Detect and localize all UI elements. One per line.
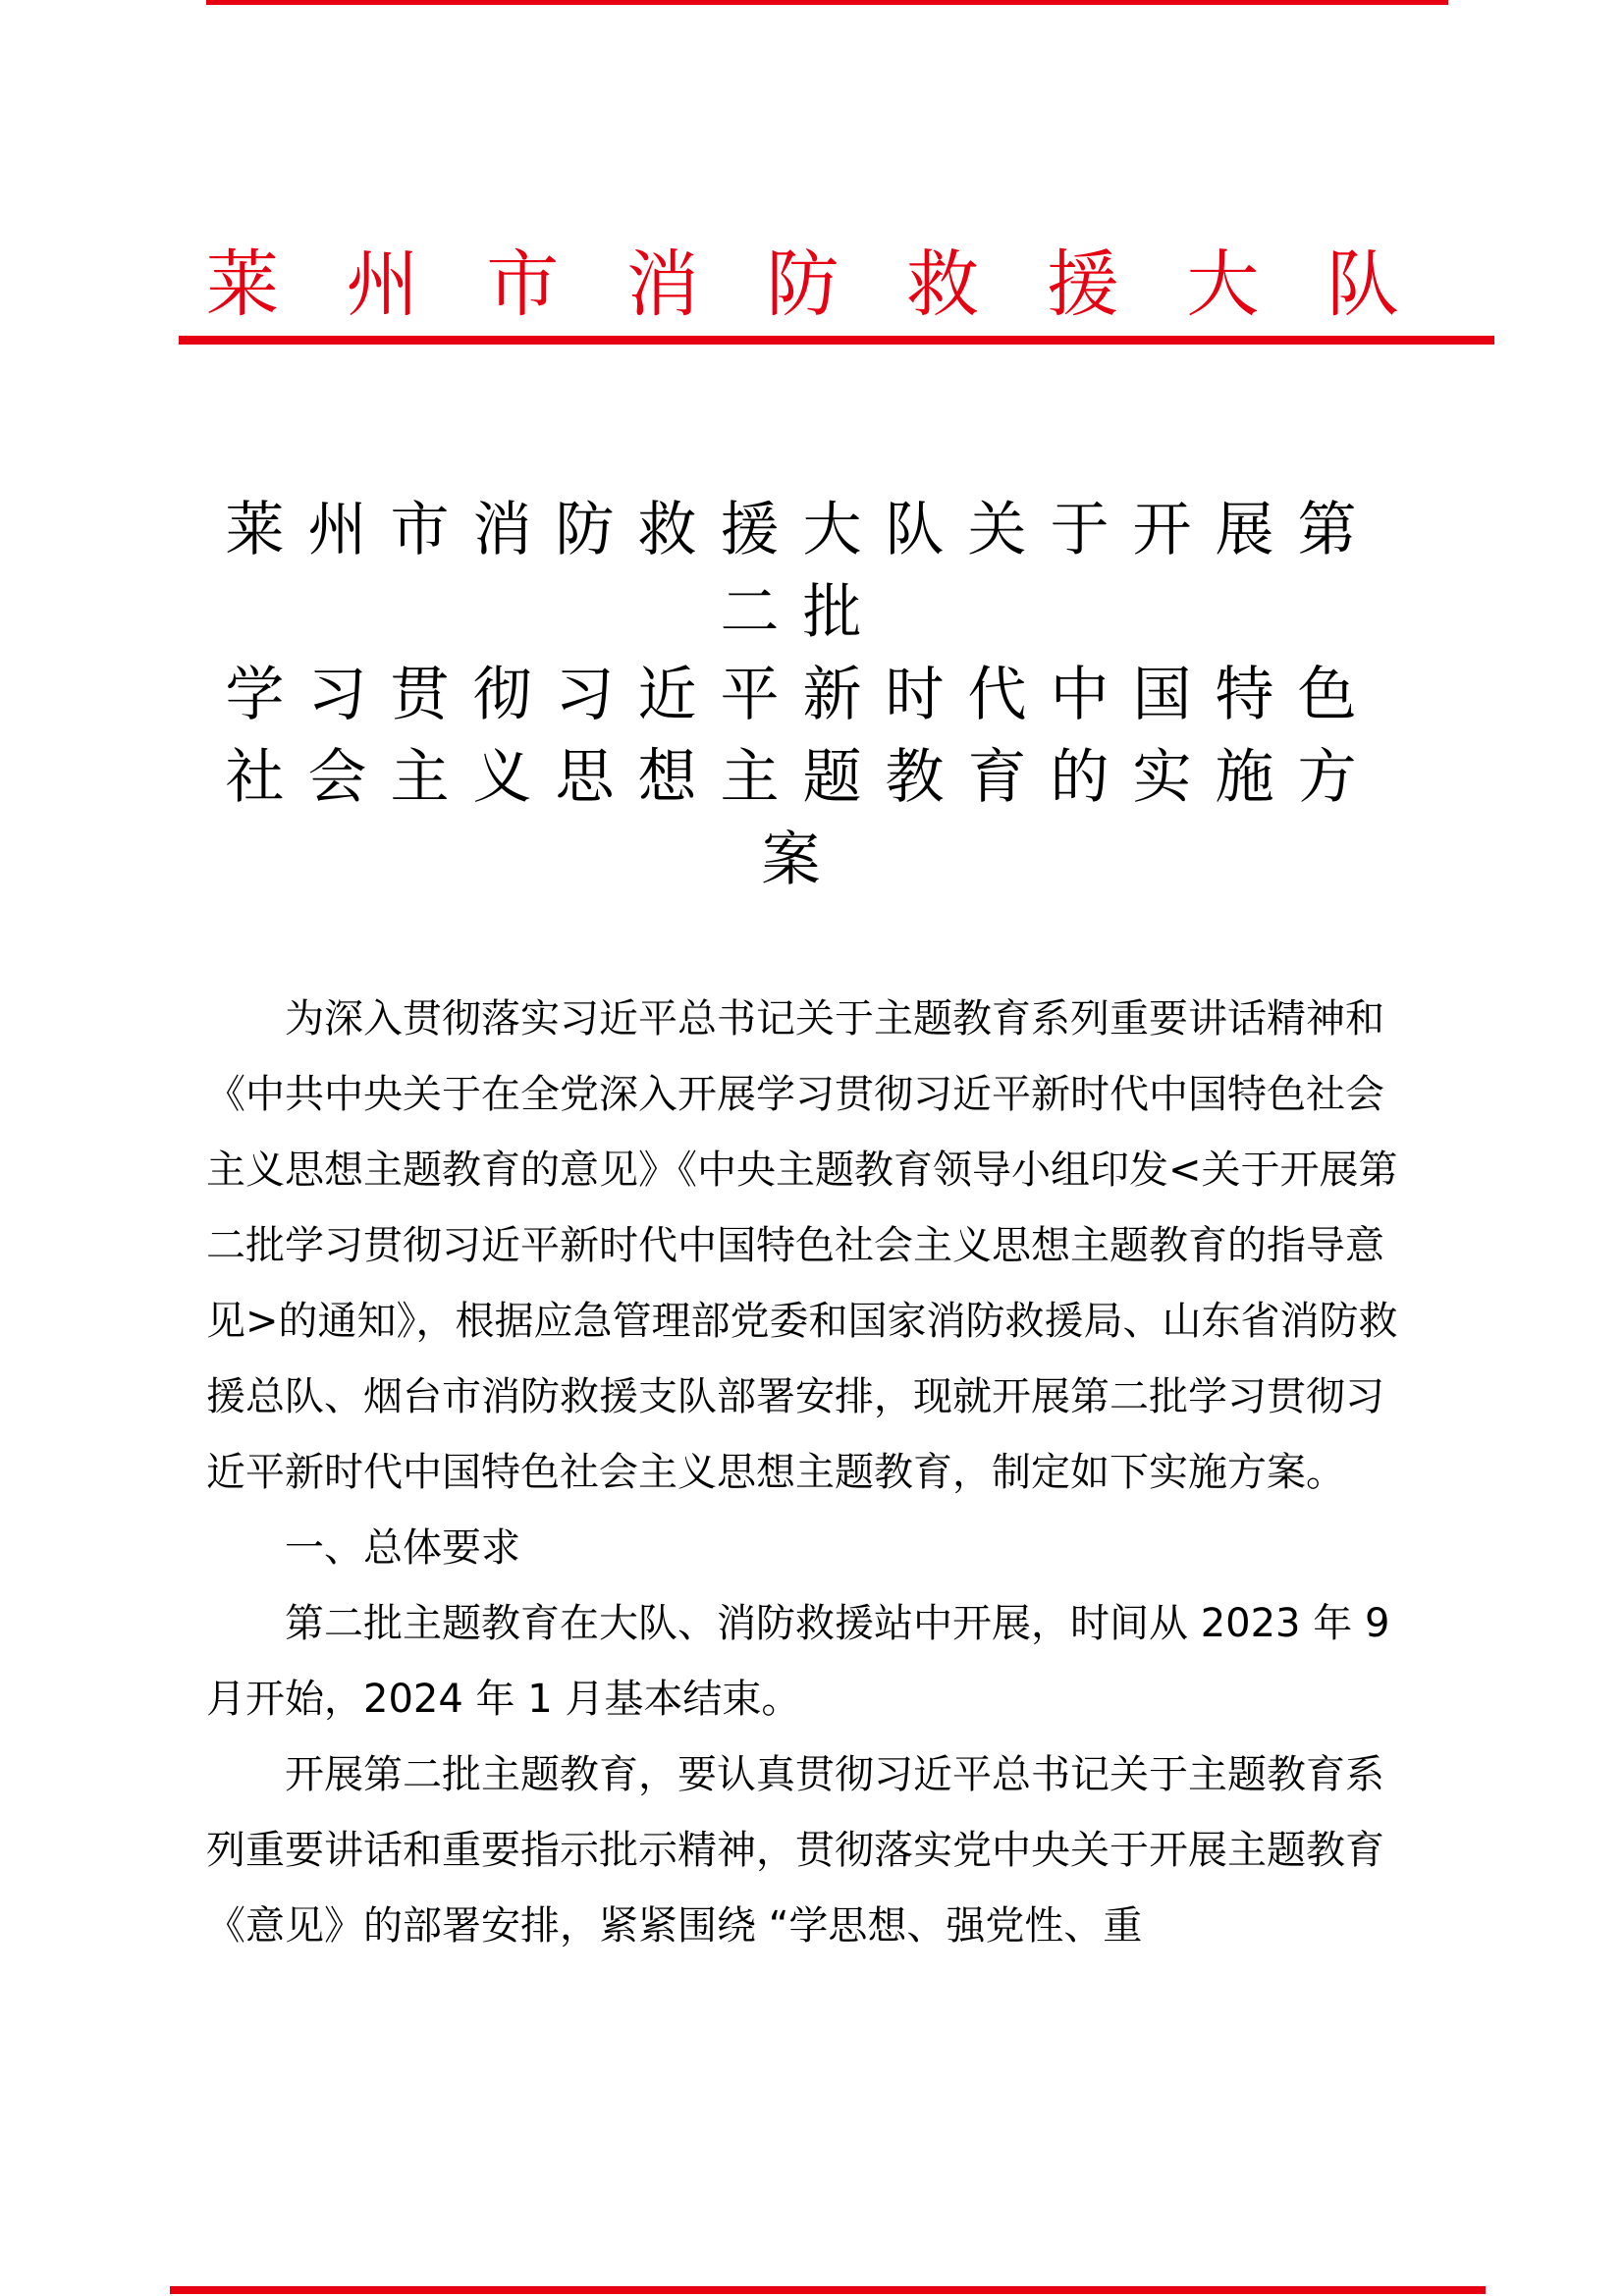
- org-header: [206, 236, 1399, 334]
- document-title: [206, 489, 1399, 901]
- body-paragraph: 开展第二批主题教育，要认真贯彻习近平总书记关于主题教育系列重要讲话和重要指示批示精神，贯彻落实党中央关于开展主题教育《意见》的部署安排，紧紧围绕 “学思想、强党性、重: [206, 1752, 1384, 1949]
- section-heading: 一、总体要求: [285, 1525, 520, 1571]
- org-header-char: 大: [1186, 242, 1260, 327]
- document-body: [206, 982, 1414, 1964]
- org-header-char: 援: [1046, 242, 1119, 327]
- title-line: 社会主义思想主题教育的实施方: [225, 743, 1380, 812]
- header-red-rule: [179, 336, 1494, 345]
- org-header-char: 莱: [206, 242, 279, 327]
- org-header-char: 救: [906, 242, 980, 327]
- org-header-char: 州: [346, 242, 419, 327]
- body-paragraph: 第二批主题教育在大队、消防救援站中开展，时间从 2023 年 9 月开始，2024 年 1 月基本结束。: [206, 1601, 1390, 1722]
- bottom-red-rule: [170, 2286, 1486, 2294]
- title-line: 学习贯彻习近平新时代中国特色: [225, 661, 1380, 729]
- body-paragraph: 为深入贯彻落实习近平总书记关于主题教育系列重要讲话精神和《中共中央关于在全党深入开展学习贯彻习近平新时代中国特色社会主义思想主题教育的意见》《中央主题教育领导小组印发<关于开展第二批学习贯彻习近平新时代中国特色社会主义思想主题教育的指导意见>的通知》，根据应急管理部党委和国家消防救援局、山东省消防救援总队、烟台市消防救援支队部署安排，现就开展第二批学习贯彻习近平新时代中国特色社会主义思想主题教育，制定如下实施方案。: [206, 996, 1398, 1495]
- org-header-char: 消: [625, 242, 699, 327]
- org-header-char: 市: [486, 242, 560, 327]
- org-header-char: 防: [766, 242, 839, 327]
- top-red-rule: [206, 0, 1448, 5]
- title-line: 案: [761, 826, 844, 894]
- title-line: 二批: [720, 578, 886, 647]
- title-line: 莱州市消防救援大队关于开展第: [225, 496, 1380, 564]
- org-header-char: 队: [1326, 242, 1399, 327]
